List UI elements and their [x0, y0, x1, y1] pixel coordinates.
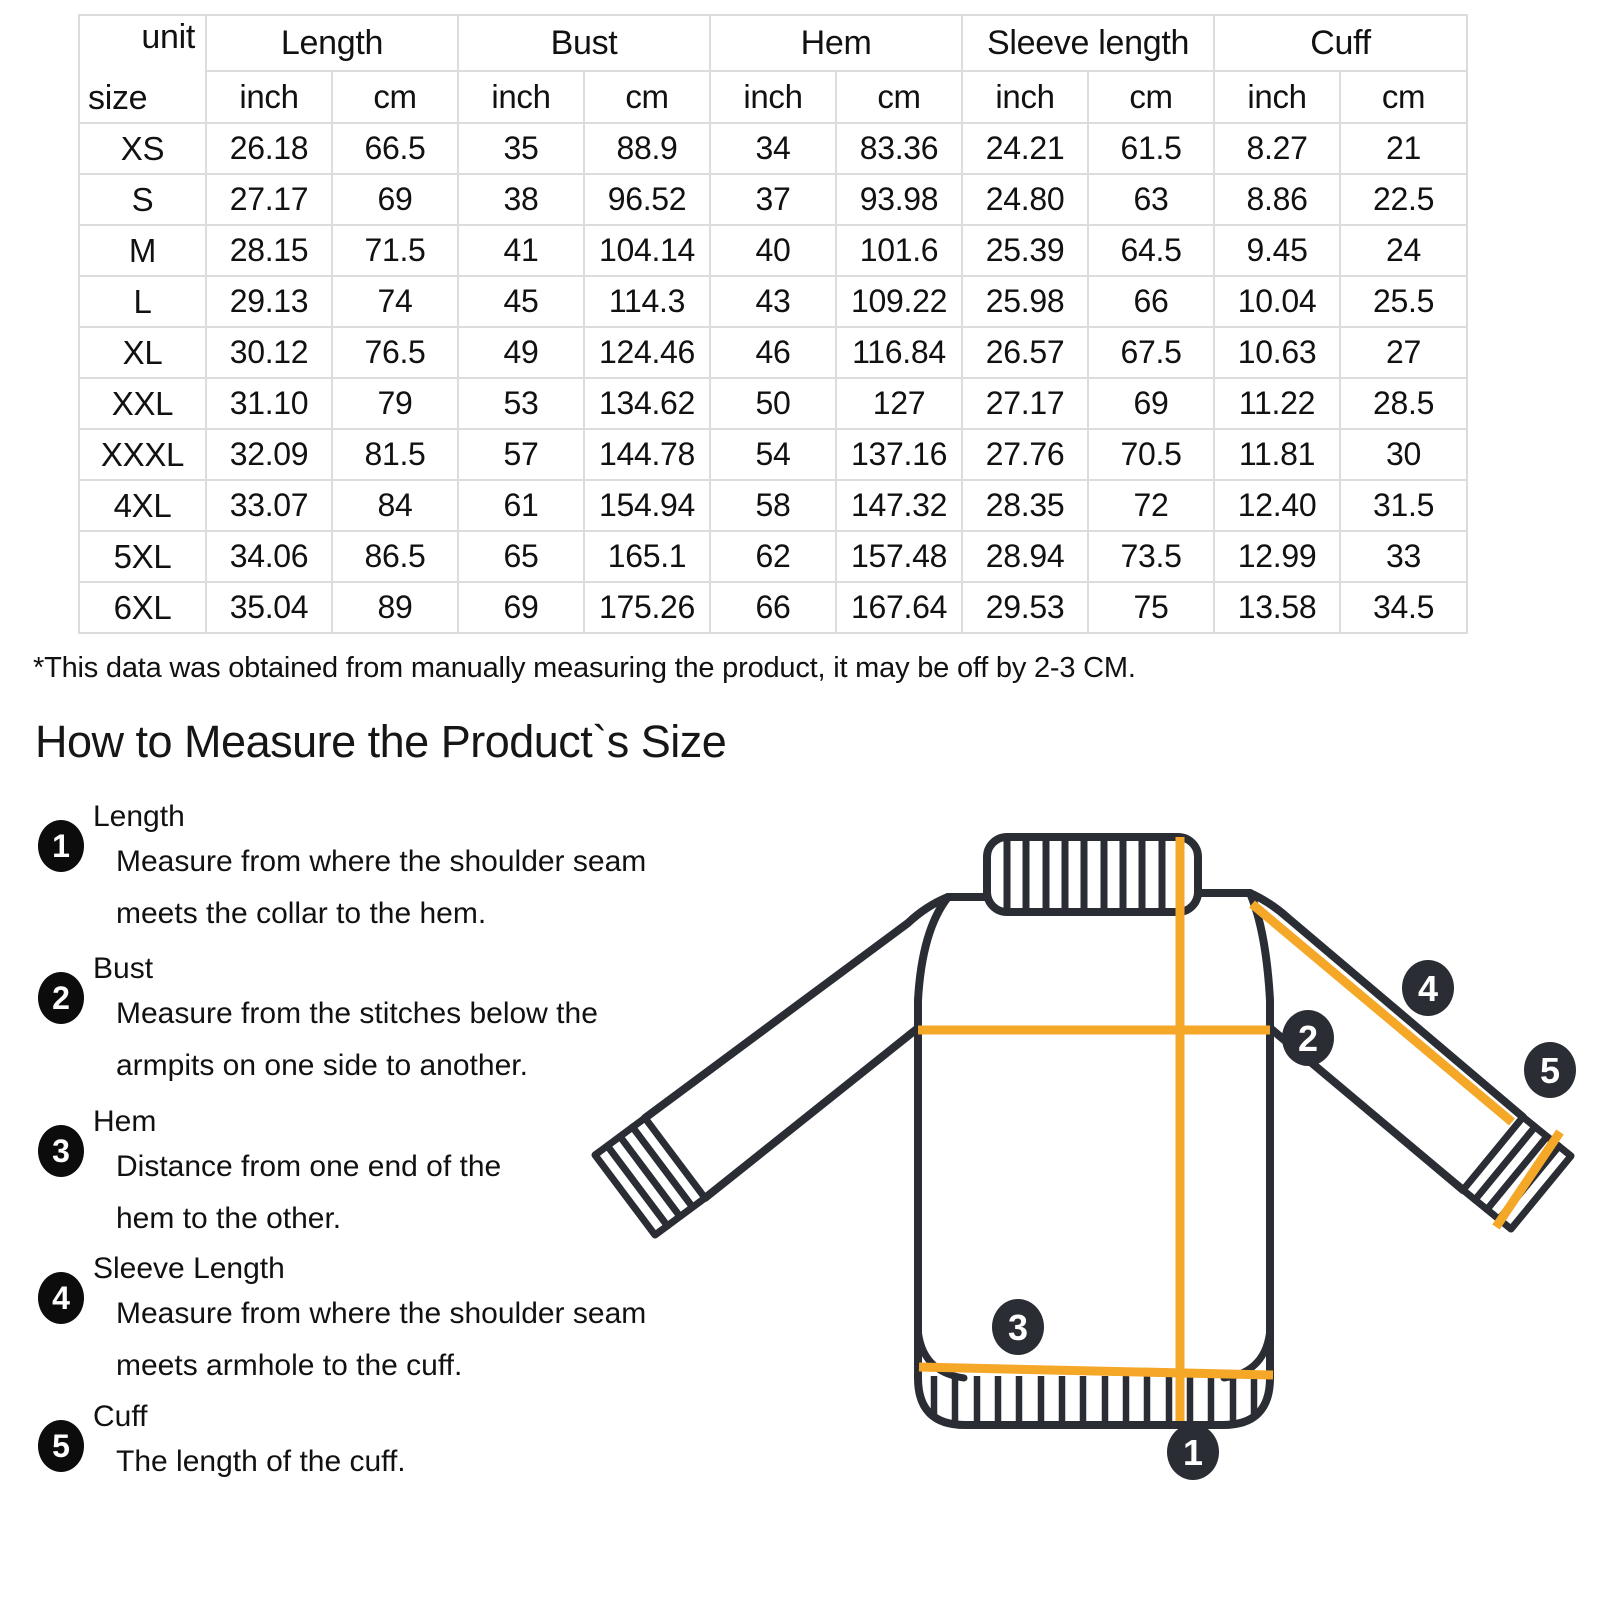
- value-cell: 66.5: [332, 123, 458, 174]
- value-cell: 109.22: [836, 276, 962, 327]
- value-cell: 21: [1340, 123, 1467, 174]
- value-cell: 96.52: [584, 174, 710, 225]
- value-cell: 40: [710, 225, 836, 276]
- left-cuff: [595, 1118, 705, 1235]
- table-row: [79, 225, 1467, 276]
- table-group-header: Sleeve length: [962, 15, 1214, 71]
- value-cell: 67.5: [1088, 327, 1214, 378]
- value-cell: 24.21: [962, 123, 1088, 174]
- size-cell: S: [79, 174, 206, 225]
- table-row: [79, 123, 1467, 174]
- value-cell: 25.39: [962, 225, 1088, 276]
- value-cell: 31.10: [206, 378, 332, 429]
- value-cell: 75: [1088, 582, 1214, 633]
- value-cell: 127: [836, 378, 962, 429]
- size-table: [78, 14, 1468, 634]
- value-cell: 61.5: [1088, 123, 1214, 174]
- value-cell: 10.04: [1214, 276, 1340, 327]
- value-cell: 46: [710, 327, 836, 378]
- size-cell: M: [79, 225, 206, 276]
- value-cell: 71.5: [332, 225, 458, 276]
- measure-item-title: Cuff: [93, 1400, 148, 1433]
- value-cell: 34.06: [206, 531, 332, 582]
- badge-3: [992, 1299, 1044, 1355]
- table-group-header: Hem: [710, 15, 962, 71]
- sweater-measurement-diagram: [560, 780, 1600, 1500]
- table-row: [79, 276, 1467, 327]
- size-cell: 5XL: [79, 531, 206, 582]
- svg-text:1: 1: [1182, 1432, 1204, 1473]
- value-cell: 58: [710, 480, 836, 531]
- size-cell: XS: [79, 123, 206, 174]
- value-cell: 73.5: [1088, 531, 1214, 582]
- value-cell: 30: [1340, 429, 1467, 480]
- value-cell: 37: [710, 174, 836, 225]
- badge-5: [1524, 1042, 1576, 1098]
- value-cell: 25.98: [962, 276, 1088, 327]
- value-cell: 116.84: [836, 327, 962, 378]
- value-cell: 50: [710, 378, 836, 429]
- value-cell: 137.16: [836, 429, 962, 480]
- table-unit-header: inch: [962, 71, 1088, 123]
- corner-size-label: size: [88, 79, 148, 117]
- value-cell: 66: [1088, 276, 1214, 327]
- badge-1: [1167, 1424, 1219, 1480]
- number-badge: 5: [38, 1420, 84, 1472]
- value-cell: 76.5: [332, 327, 458, 378]
- value-cell: 74: [332, 276, 458, 327]
- value-cell: 165.1: [584, 531, 710, 582]
- value-cell: 81.5: [332, 429, 458, 480]
- value-cell: 27.17: [206, 174, 332, 225]
- value-cell: 11.22: [1214, 378, 1340, 429]
- table-unit-header: cm: [332, 71, 458, 123]
- value-cell: 57: [458, 429, 584, 480]
- value-cell: 34.5: [1340, 582, 1467, 633]
- value-cell: 31.5: [1340, 480, 1467, 531]
- value-cell: 79: [332, 378, 458, 429]
- measure-item-title: Length: [93, 800, 185, 833]
- value-cell: 13.58: [1214, 582, 1340, 633]
- description-line: meets the collar to the hem.: [116, 897, 487, 930]
- table-unit-header: cm: [836, 71, 962, 123]
- value-cell: 25.5: [1340, 276, 1467, 327]
- value-cell: 144.78: [584, 429, 710, 480]
- collar: [987, 837, 1198, 912]
- size-cell: XXXL: [79, 429, 206, 480]
- value-cell: 69: [332, 174, 458, 225]
- value-cell: 134.62: [584, 378, 710, 429]
- value-cell: 38: [458, 174, 584, 225]
- value-cell: 157.48: [836, 531, 962, 582]
- number-badge: 1: [38, 820, 84, 872]
- svg-text:4: 4: [1417, 968, 1439, 1009]
- value-cell: 43: [710, 276, 836, 327]
- table-row: [79, 429, 1467, 480]
- table-row: [79, 582, 1467, 633]
- value-cell: 175.26: [584, 582, 710, 633]
- number-badge: 4: [38, 1272, 84, 1324]
- size-cell: L: [79, 276, 206, 327]
- table-unit-header: inch: [710, 71, 836, 123]
- description-line: Measure from where the shoulder seam: [116, 1297, 647, 1330]
- value-cell: 29.53: [962, 582, 1088, 633]
- table-group-header: Cuff: [1214, 15, 1467, 71]
- value-cell: 35: [458, 123, 584, 174]
- description-line: The length of the cuff.: [116, 1445, 406, 1478]
- value-cell: 9.45: [1214, 225, 1340, 276]
- value-cell: 35.04: [206, 582, 332, 633]
- value-cell: 53: [458, 378, 584, 429]
- value-cell: 49: [458, 327, 584, 378]
- description-line: armpits on one side to another.: [116, 1049, 528, 1082]
- table-row: [79, 327, 1467, 378]
- value-cell: 30.12: [206, 327, 332, 378]
- value-cell: 24.80: [962, 174, 1088, 225]
- badge-2: [1282, 1010, 1334, 1066]
- value-cell: 89: [332, 582, 458, 633]
- left-sleeve-top-edge: [645, 897, 948, 1118]
- value-cell: 28.94: [962, 531, 1088, 582]
- size-cell: XL: [79, 327, 206, 378]
- table-unit-header: cm: [1088, 71, 1214, 123]
- table-unit-header: cm: [1340, 71, 1467, 123]
- table-unit-header: inch: [458, 71, 584, 123]
- value-cell: 12.40: [1214, 480, 1340, 531]
- number-badge: 3: [38, 1125, 84, 1177]
- value-cell: 26.18: [206, 123, 332, 174]
- value-cell: 41: [458, 225, 584, 276]
- measure-item-title: Bust: [93, 952, 154, 985]
- value-cell: 104.14: [584, 225, 710, 276]
- body-outline: [918, 893, 1270, 1425]
- value-cell: 33.07: [206, 480, 332, 531]
- value-cell: 66: [710, 582, 836, 633]
- value-cell: 167.64: [836, 582, 962, 633]
- value-cell: 28.5: [1340, 378, 1467, 429]
- hem-measure-line: [919, 1367, 1273, 1375]
- value-cell: 32.09: [206, 429, 332, 480]
- hem-ribbing: [934, 1376, 1254, 1423]
- value-cell: 27: [1340, 327, 1467, 378]
- value-cell: 88.9: [584, 123, 710, 174]
- measure-item-title: Hem: [93, 1105, 157, 1138]
- value-cell: 45: [458, 276, 584, 327]
- value-cell: 154.94: [584, 480, 710, 531]
- value-cell: 34: [710, 123, 836, 174]
- corner-unit-label: unit: [141, 18, 195, 56]
- number-badge: 2: [38, 972, 84, 1024]
- value-cell: 62: [710, 531, 836, 582]
- table-group-header: Bust: [458, 15, 710, 71]
- table-group-row: [79, 15, 1467, 71]
- value-cell: 26.57: [962, 327, 1088, 378]
- description-line: hem to the other.: [116, 1202, 342, 1235]
- value-cell: 64.5: [1088, 225, 1214, 276]
- svg-text:3: 3: [1007, 1307, 1029, 1348]
- value-cell: 86.5: [332, 531, 458, 582]
- diagram-badges: [992, 960, 1576, 1480]
- table-row: [79, 531, 1467, 582]
- disclaimer-note: *This data was obtained from manually measuring the product, it may be off by 2-3 CM.: [33, 652, 1136, 684]
- value-cell: 69: [458, 582, 584, 633]
- value-cell: 8.86: [1214, 174, 1340, 225]
- value-cell: 65: [458, 531, 584, 582]
- value-cell: 84: [332, 480, 458, 531]
- value-cell: 114.3: [584, 276, 710, 327]
- value-cell: 11.81: [1214, 429, 1340, 480]
- svg-text:2: 2: [1297, 1018, 1319, 1059]
- value-cell: 28.35: [962, 480, 1088, 531]
- table-row: [79, 378, 1467, 429]
- badge-4: [1402, 960, 1454, 1016]
- value-cell: 8.27: [1214, 123, 1340, 174]
- sleeve-measure-line: [1252, 904, 1512, 1122]
- table-corner-cell: [79, 15, 206, 123]
- value-cell: 124.46: [584, 327, 710, 378]
- table-unit-header: inch: [206, 71, 332, 123]
- value-cell: 12.99: [1214, 531, 1340, 582]
- size-cell: XXL: [79, 378, 206, 429]
- description-line: meets armhole to the cuff.: [116, 1349, 463, 1382]
- value-cell: 27.17: [962, 378, 1088, 429]
- value-cell: 93.98: [836, 174, 962, 225]
- size-cell: 4XL: [79, 480, 206, 531]
- value-cell: 101.6: [836, 225, 962, 276]
- value-cell: 29.13: [206, 276, 332, 327]
- table-row: [79, 480, 1467, 531]
- value-cell: 63: [1088, 174, 1214, 225]
- value-cell: 72: [1088, 480, 1214, 531]
- table-unit-header: cm: [584, 71, 710, 123]
- value-cell: 22.5: [1340, 174, 1467, 225]
- svg-text:5: 5: [1539, 1050, 1561, 1091]
- value-cell: 28.15: [206, 225, 332, 276]
- value-cell: 33: [1340, 531, 1467, 582]
- value-cell: 147.32: [836, 480, 962, 531]
- table-unit-header: inch: [1214, 71, 1340, 123]
- table-row: [79, 174, 1467, 225]
- description-line: Measure from where the shoulder seam: [116, 845, 647, 878]
- table-unit-row: [79, 71, 1467, 123]
- value-cell: 10.63: [1214, 327, 1340, 378]
- value-cell: 70.5: [1088, 429, 1214, 480]
- value-cell: 24: [1340, 225, 1467, 276]
- page-title: How to Measure the Product`s Size: [35, 716, 727, 767]
- value-cell: 83.36: [836, 123, 962, 174]
- size-cell: 6XL: [79, 582, 206, 633]
- measure-item-title: Sleeve Length: [93, 1252, 285, 1285]
- table-group-header: Length: [206, 15, 458, 71]
- value-cell: 69: [1088, 378, 1214, 429]
- description-line: Measure from the stitches below the: [116, 997, 598, 1030]
- description-line: Distance from one end of the: [116, 1150, 502, 1183]
- size-table-body: [79, 123, 1467, 633]
- value-cell: 61: [458, 480, 584, 531]
- value-cell: 27.76: [962, 429, 1088, 480]
- value-cell: 54: [710, 429, 836, 480]
- right-sleeve-top-edge: [1250, 893, 1523, 1117]
